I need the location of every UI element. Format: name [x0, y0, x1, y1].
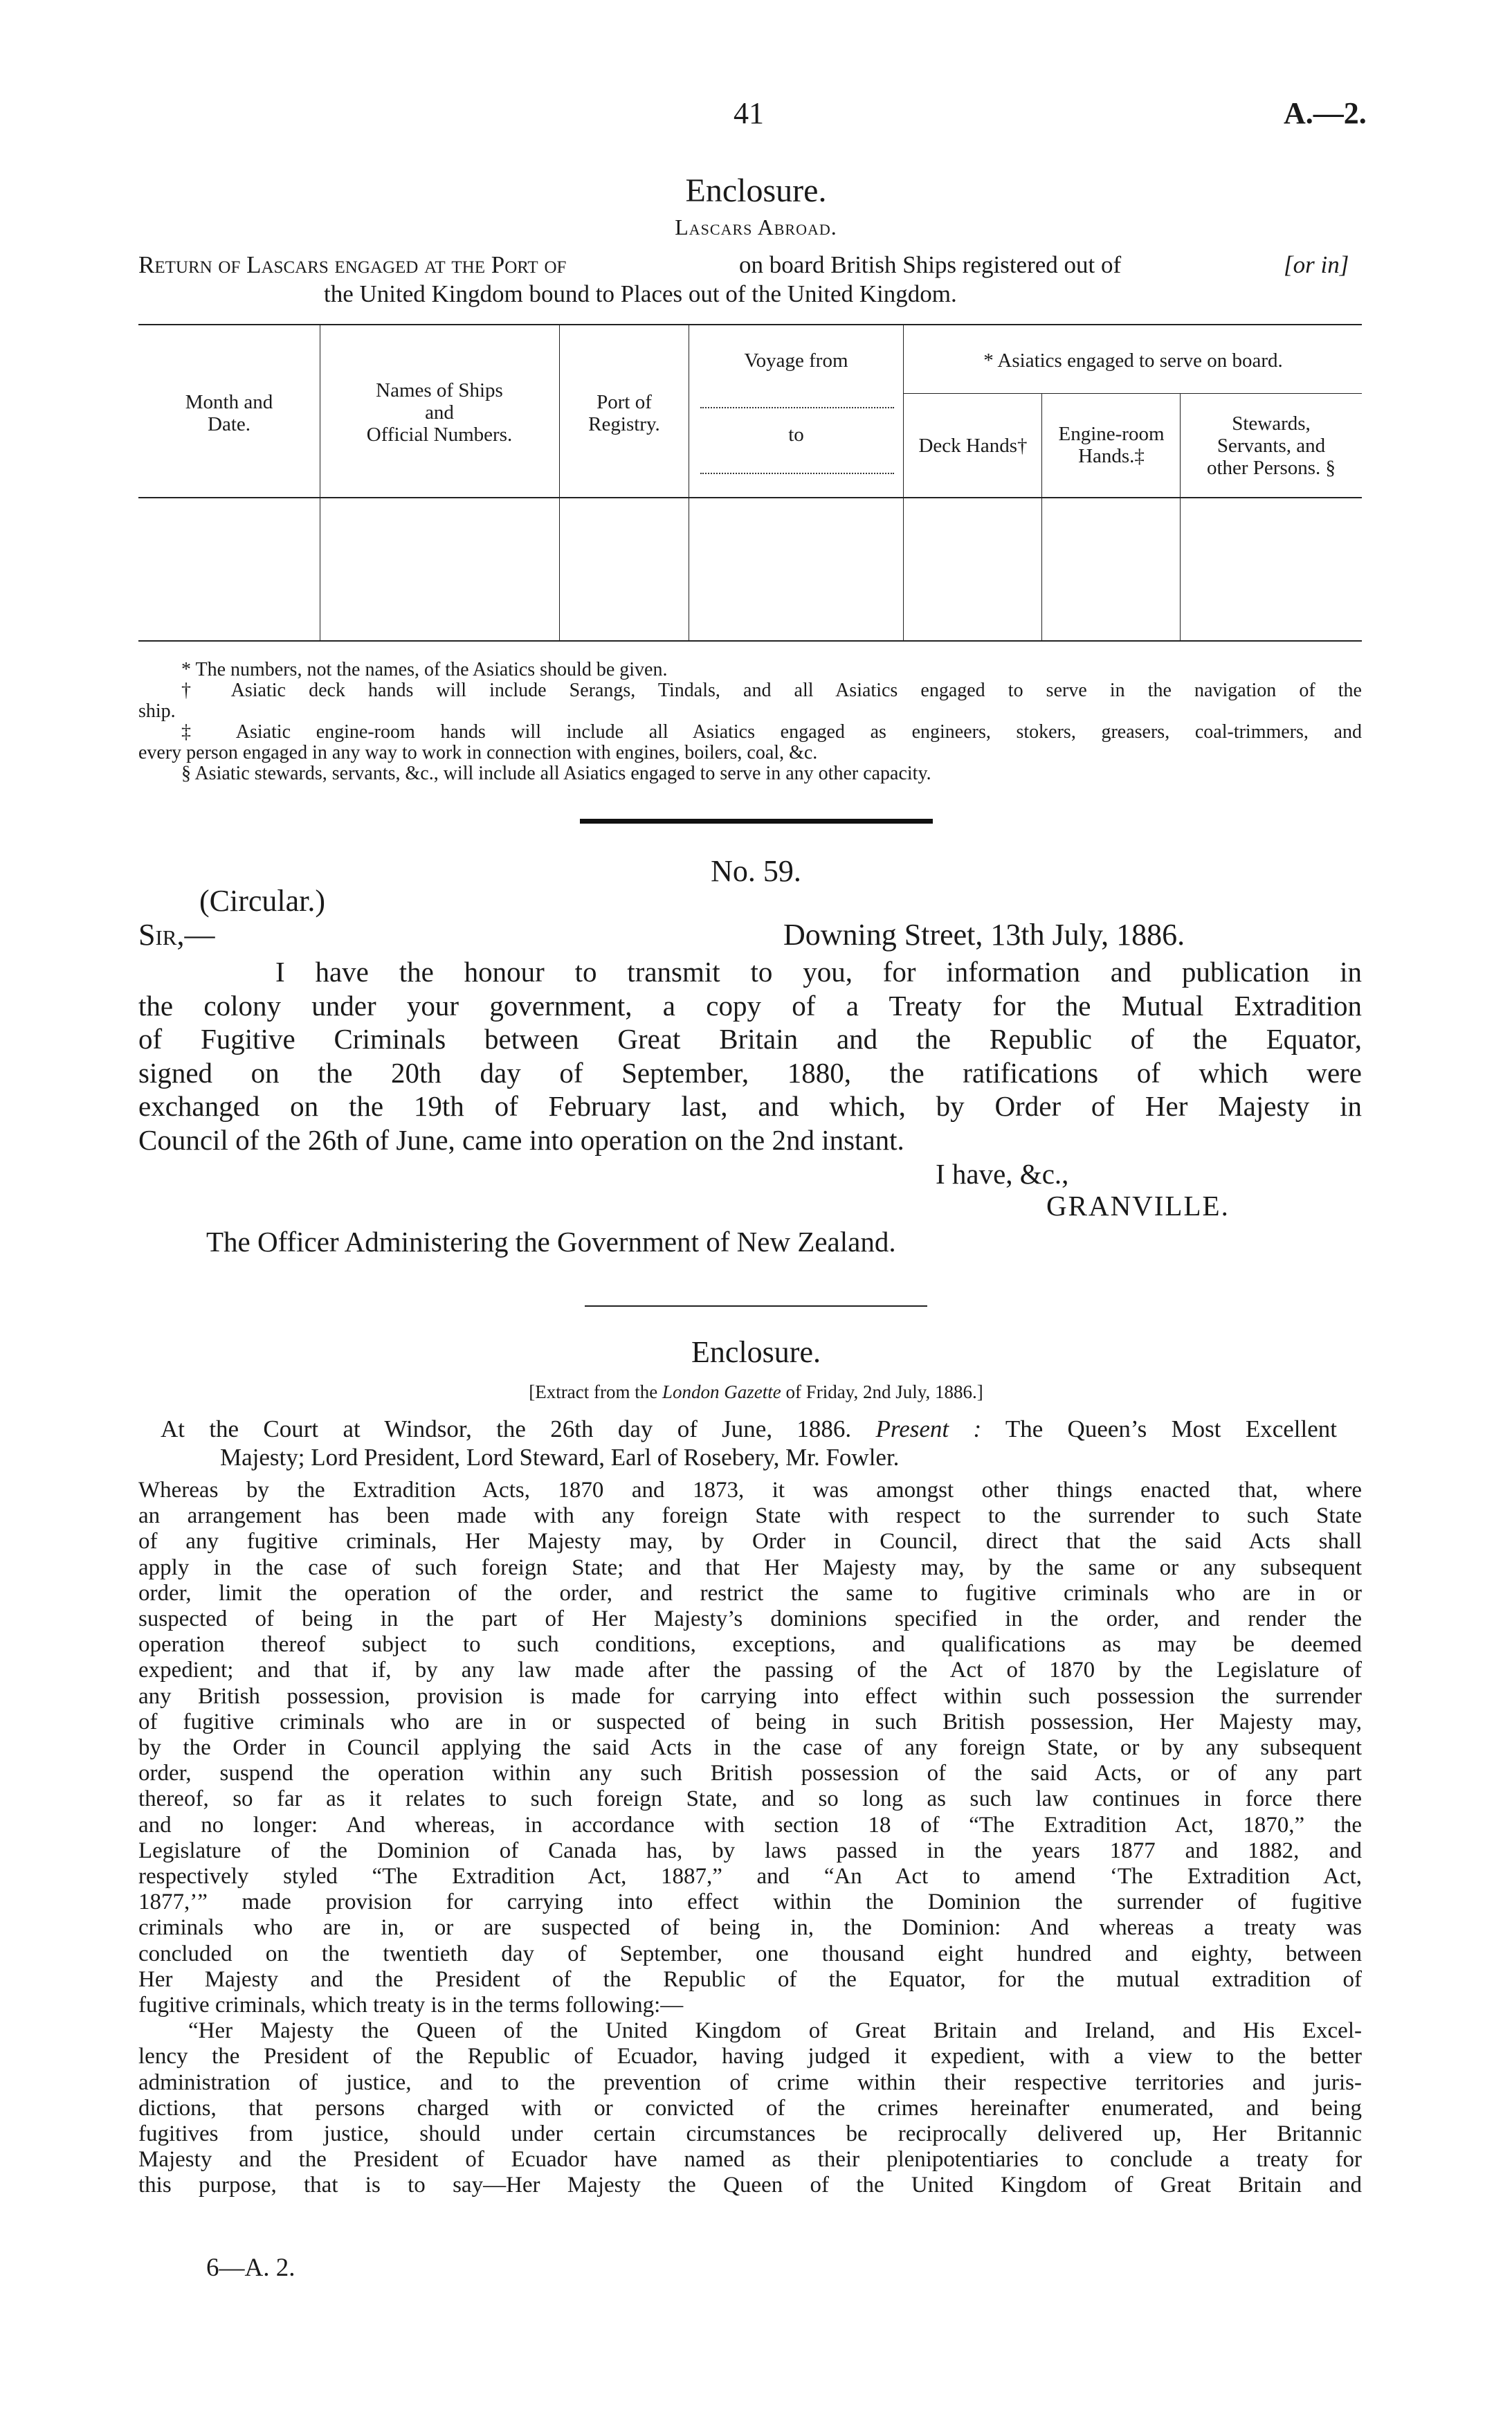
return-line-part2: on board British Ships registered out of: [739, 251, 1122, 278]
letter-signature: GRANVILLE.: [1046, 1190, 1230, 1222]
section-divider-thin: [585, 1305, 927, 1307]
place-date: Downing Street, 13th July, 1886.: [783, 918, 1185, 952]
column-divider: [1041, 393, 1042, 640]
header-stewards-line: other Persons. §: [1206, 457, 1336, 479]
paragraph-line: by the Order in Council applying the said Acts in the case of any foreign State, or by any subsequent: [138, 1735, 1362, 1761]
header-month-line: Month and: [185, 391, 273, 413]
header-engine-line: Engine-room: [1058, 423, 1165, 445]
letter-body: [138, 955, 1362, 1157]
treaty-line: “Her Majesty the Queen of the United Kingdom of Great Britain and Ireland, and His Excel-: [188, 2018, 1362, 2044]
voyage-to-dotted-line: [700, 473, 894, 474]
treaty-line: dictions, that persons charged with or convicted of the crimes hereinafter enumerated, and being: [138, 2095, 1362, 2121]
letter-line: I have the honour to transmit to you, for information and publication in: [275, 956, 1362, 988]
paragraph-line: criminals who are in, or are suspected of being in, the Dominion: And whereas a treaty was: [138, 1915, 1362, 1941]
letter-line: signed on the 20th day of September, 1880, the ratifications of which were: [138, 1056, 1362, 1089]
document-reference: A.—2.: [1284, 96, 1367, 130]
salutation: Sir,—: [138, 918, 215, 952]
treaty-line: fugitives from justice, should under certain circumstances be reciprocally delivered up, Her Britannic: [138, 2121, 1362, 2147]
column-divider: [1180, 393, 1181, 640]
court-present: Present :: [875, 1415, 982, 1442]
header-engine-line: Hands.‡: [1078, 445, 1145, 467]
circular-label: (Circular.): [199, 884, 326, 918]
court-line-2: Majesty; Lord President, Lord Steward, Earl of Rosebery, Mr. Fowler.: [220, 1444, 900, 1471]
court-line-1: [161, 1415, 1337, 1443]
asiatics-subheader-rule: [903, 393, 1362, 394]
letter-line: the colony under your government, a copy of a Treaty for the Mutual Extradition: [138, 989, 1362, 1022]
paragraph-line: Legislature of the Dominion of Canada has, by laws passed in the years 1877 and 1882, and: [138, 1838, 1362, 1863]
footnote-4: § Asiatic stewards, servants, &c., will include all Asiatics engaged to serve in any other capacity.: [181, 763, 931, 784]
header-ships-line: Names of Ships: [376, 379, 503, 401]
letter-addressee: The Officer Administering the Government of New Zealand.: [206, 1226, 896, 1258]
paragraph-line: and no longer: And whereas, in accordance with section 18 of “The Extradition Act, 1870,” the: [138, 1812, 1362, 1838]
paragraph-line: an arrangement has been made with any foreign State with respect to the surrender to such State: [138, 1503, 1362, 1529]
paragraph-line: any British possession, provision is made for carrying into effect within such possession the surrender: [138, 1683, 1362, 1709]
court-text: The Queen’s Most Excellent: [1005, 1415, 1338, 1442]
treaty-line: Majesty and the President of Ecuador have named as their plenipotentiaries to conclude a treaty for: [138, 2147, 1362, 2173]
table-header-bottom-rule: [138, 497, 1362, 498]
return-line-2: the United Kingdom bound to Places out of the United Kingdom.: [324, 280, 957, 307]
header-ships-line: and: [425, 401, 454, 424]
paragraph-line: expedient; and that if, by any law made after the passing of the Act of 1870 by the Legislature of: [138, 1658, 1362, 1683]
header-port-line: Port of: [596, 391, 652, 413]
header-deck-hands: Deck Hands†: [918, 435, 1028, 457]
enclosure-2-title: Enclosure.: [691, 1335, 821, 1369]
header-engine-room: [1044, 423, 1179, 467]
footnote-2: † Asiatic deck hands will include Serangs, Tindals, and all Asiatics engaged to serve in the navigation of the: [181, 680, 1362, 701]
section-divider-thick: [580, 819, 933, 824]
enclosure-title: Enclosure.: [685, 172, 827, 209]
footnote-3: ‡ Asiatic engine-room hands will include all Asiatics engaged as engineers, stokers, greasers, coal-trimmers, and: [181, 721, 1362, 743]
paragraph-line: suspected of being in the part of Her Majesty’s dominions specified in the order, and render the: [138, 1606, 1362, 1632]
letter-line: of Fugitive Criminals between Great Britain and the Republic of the Equator,: [138, 1023, 1362, 1055]
gazette-name: London Gazette: [662, 1381, 781, 1402]
paragraph-line: order, suspend the operation within any such British possession of the said Acts, or of any part: [138, 1761, 1362, 1786]
return-line-part3: [or in]: [1284, 251, 1349, 278]
header-voyage-to: to: [788, 424, 804, 446]
footnote-1: * The numbers, not the names, of the Asiatics should be given.: [181, 659, 668, 680]
header-month-line: Date.: [208, 413, 251, 435]
paragraph-line: operation thereof subject to such conditions, exceptions, and qualifications as may be deemed: [138, 1632, 1362, 1658]
header-ships: [322, 379, 556, 446]
signature-mark: 6—A. 2.: [206, 2254, 295, 2282]
table-bottom-rule: [138, 640, 1362, 642]
paragraph-line: respectively styled “The Extradition Act, 1887,” and “An Act to amend ‘The Extradition Act,: [138, 1864, 1362, 1890]
whereas-paragraph: [138, 1478, 1362, 2199]
paragraph-line: 1877,’” made provision for carrying into effect within the Dominion the surrender of fugitive: [138, 1890, 1362, 1915]
header-asiatics: * Asiatics engaged to serve on board.: [983, 350, 1283, 372]
letter-closing: I have, &c.,: [936, 1158, 1069, 1190]
treaty-line: administration of justice, and to the prevention of crime within their respective territories and juris-: [138, 2069, 1362, 2095]
enclosure-subtitle: Lascars Abroad.: [675, 215, 837, 239]
paragraph-line: Whereas by the Extradition Acts, 1870 and 1873, it was amongst other things enacted that, where: [138, 1478, 1362, 1503]
paragraph-line: apply in the case of such foreign State; and that Her Majesty may, by the same or any subsequent: [138, 1555, 1362, 1580]
header-voyage-from: Voyage from: [744, 350, 848, 372]
paragraph-line: order, limit the operation of the order, and restrict the same to fugitive criminals who are in or: [138, 1580, 1362, 1606]
letter-number: No. 59.: [711, 854, 801, 888]
paragraph-line: Her Majesty and the President of the Republic of the Equator, for the mutual extradition of: [138, 1966, 1362, 1992]
column-divider: [903, 324, 904, 640]
letter-line: exchanged on the 19th of February last, and which, by Order of Her Majesty in: [138, 1090, 1362, 1122]
column-divider: [559, 324, 560, 640]
header-ships-line: Official Numbers.: [366, 424, 513, 446]
header-month: [142, 391, 316, 435]
table-top-rule: [138, 324, 1362, 325]
court-text: At the Court at Windsor, the 26th day of June, 1886.: [161, 1415, 852, 1442]
paragraph-line: of any fugitive criminals, Her Majesty may, by Order in Council, direct that the said Acts shall: [138, 1529, 1362, 1555]
gazette-extract: [0, 1381, 1512, 1403]
treaty-line: lency the President of the Republic of Ecuador, having judged it expedient, with a view to the better: [138, 2044, 1362, 2069]
header-port: [562, 391, 686, 435]
gazette-extract-a: [Extract from the: [529, 1381, 658, 1402]
header-stewards-line: Servants, and: [1217, 435, 1326, 457]
header-stewards-line: Stewards,: [1232, 413, 1311, 435]
letter-line: Council of the 26th of June, came into operation on the 2nd instant.: [138, 1123, 904, 1156]
paragraph-line: thereof, so far as it relates to such foreign State, and so long as such law continues in force there: [138, 1786, 1362, 1812]
return-line-part1: Return of Lascars engaged at the Port of: [138, 251, 567, 278]
voyage-from-dotted-line: [700, 407, 894, 408]
paragraph-line: of fugitive criminals who are in or suspected of being in such British possession, Her Majesty may,: [138, 1709, 1362, 1734]
footnote-2-cont: ship.: [138, 700, 176, 722]
footnote-3-cont: every person engaged in any way to work in connection with engines, boilers, coal, &c.: [138, 742, 818, 763]
gazette-extract-b: of Friday, 2nd July, 1886.]: [785, 1381, 983, 1402]
page-number: 41: [734, 96, 764, 130]
paragraph-line: concluded on the twentieth day of September, one thousand eight hundred and eighty, between: [138, 1941, 1362, 1966]
paragraph-line: fugitive criminals, which treaty is in the terms following:—: [138, 1993, 684, 2018]
treaty-line: this purpose, that is to say—Her Majesty the Queen of the United Kingdom of Great Britain and: [138, 2173, 1362, 2198]
header-port-line: Registry.: [588, 413, 660, 435]
header-stewards: [1182, 413, 1360, 479]
